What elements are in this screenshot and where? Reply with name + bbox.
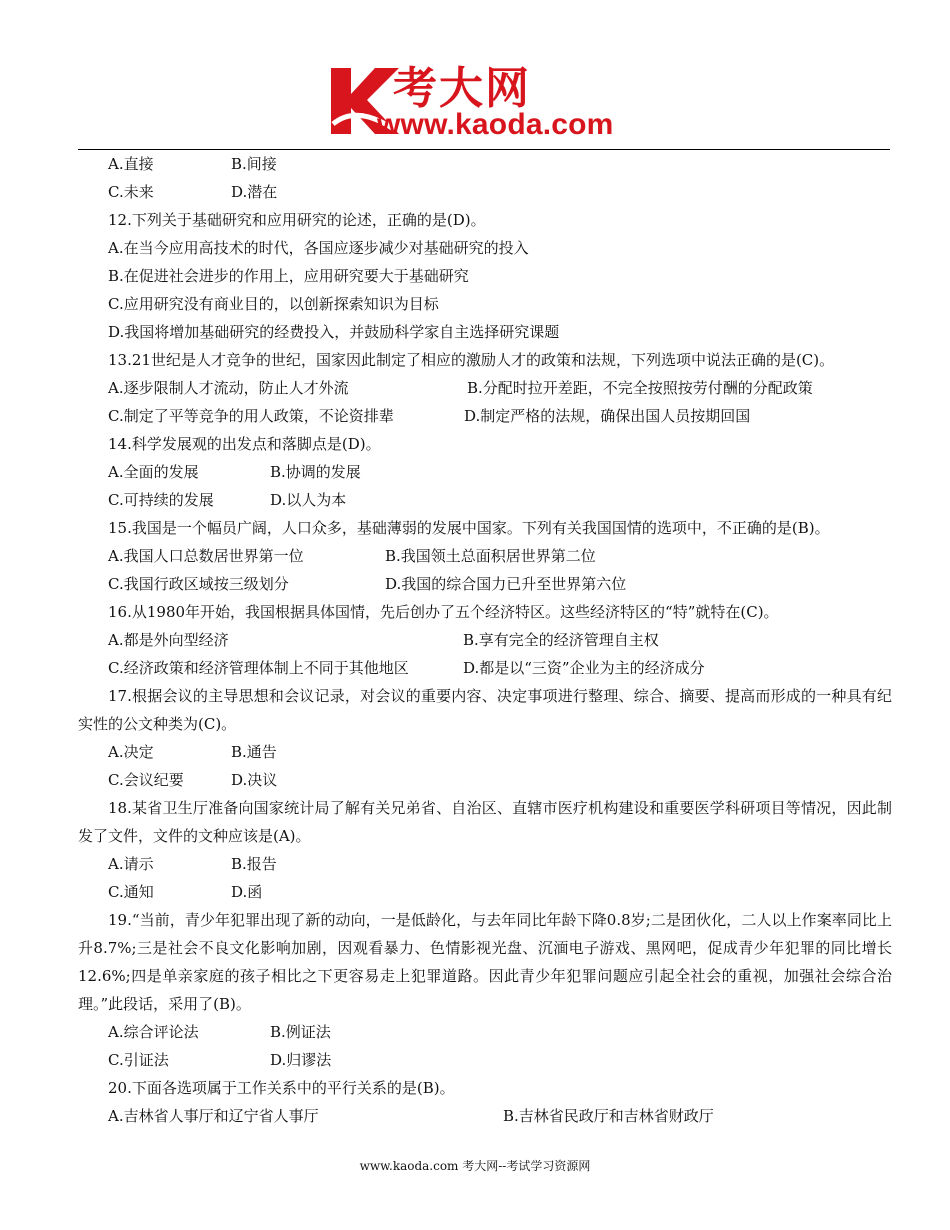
option-c: C.未来 [108,183,154,201]
logo-text-cn: 考大网 [393,63,531,114]
option-row [108,626,892,654]
question-17: 17.根据会议的主导思想和会议记录，对会议的重要内容、决定事项进行整理、综合、摘要、提高而形成的一种具有纪实性的公文种类为(C)。 [78,687,892,733]
question-content [78,150,892,1130]
q12-option-a: A.在当今应用高技术的时代，各国应逐步减少对基础研究的投入 [108,239,529,257]
q13-option-c: C.制定了平等竞争的用人政策，不论资排辈 [108,407,394,425]
option-d: D.潜在 [231,183,278,201]
question-13: 13.21世纪是人才竞争的世纪，国家因此制定了相应的激励人才的政策和法规，下列选项中说法正确的是(C)。 [108,351,835,369]
q20-option-b: B.吉林省民政厅和吉林省财政厅 [503,1107,714,1125]
q12-option-d: D.我国将增加基础研究的经费投入，并鼓励科学家自主选择研究课题 [108,323,560,341]
option-row [108,738,892,766]
option-row [108,766,892,794]
q16-option-d: D.都是以“三资”企业为主的经济成分 [463,659,705,677]
option-row [108,1018,892,1046]
option-row [108,402,892,430]
site-logo[interactable] [327,58,647,143]
q19-option-c: C.引证法 [108,1051,169,1069]
q14-option-d: D.以人为本 [270,491,347,509]
option-row [108,654,892,682]
q12-option-b: B.在促进社会进步的作用上，应用研究要大于基础研究 [108,267,469,285]
option-row [108,178,892,206]
q12-option-c: C.应用研究没有商业目的，以创新探索知识为目标 [108,295,439,313]
q14-option-a: A.全面的发展 [108,463,199,481]
page-footer[interactable]: www.kaoda.com 考大网--考试学习资源网 [359,1159,591,1173]
option-row [108,374,892,402]
q16-option-b: B.享有完全的经济管理自主权 [463,631,659,649]
question-19: 19.“当前，青少年犯罪出现了新的动向，一是低龄化，与去年同比年龄下降0.8岁;二是团伙化，二人以上作案率同比上升8.7%;三是社会不良文化影响加剧，因观看暴力、色情影视光盘、沉湎电子游戏、黑网吧，促成青少年犯罪的同比增长12.6%;四是单亲家庭的孩子相比之下更容易走上犯罪道路。因此青少年犯罪问题应引起全社会的重视，加强社会综合治理。”此段话，采用了(B)。 [78,911,892,1013]
q13-option-a: A.逐步限制人才流动，防止人才外流 [108,379,349,397]
page-header [0,0,950,150]
q17-option-b: B.通告 [231,743,277,761]
q17-option-a: A.决定 [108,743,154,761]
option-row [108,542,892,570]
q20-option-a: A.吉林省人事厅和辽宁省人事厅 [108,1107,319,1125]
question-20: 20.下面各选项属于工作关系中的平行关系的是(B)。 [108,1079,455,1097]
question-15: 15.我国是一个幅员广阔，人口众多，基础薄弱的发展中国家。下列有关我国国情的选项中，不正确的是(B)。 [108,519,830,537]
q19-option-b: B.例证法 [270,1023,331,1041]
option-row [108,1102,892,1130]
option-row [108,878,892,906]
q18-option-a: A.请示 [108,855,154,873]
q16-option-a: A.都是外向型经济 [108,631,229,649]
option-a: A.直接 [108,155,154,173]
option-row [108,850,892,878]
q15-option-d: D.我国的综合国力已升至世界第六位 [385,575,627,593]
option-row [108,1046,892,1074]
option-b: B.间接 [231,155,277,173]
option-row [108,486,892,514]
q13-option-b: B.分配时拉开差距，不完全按照按劳付酬的分配政策 [467,379,813,397]
q16-option-c: C.经济政策和经济管理体制上不同于其他地区 [108,659,409,677]
option-row [108,570,892,598]
q18-option-b: B.报告 [231,855,277,873]
q15-option-c: C.我国行政区域按三级划分 [108,575,289,593]
option-row [108,458,892,486]
q19-option-a: A.综合评论法 [108,1023,199,1041]
q15-option-b: B.我国领土总面积居世界第二位 [385,547,596,565]
q18-option-d: D.函 [231,883,263,901]
option-row [108,150,892,178]
question-12: 12.下列关于基础研究和应用研究的论述，正确的是(D)。 [108,211,486,229]
q13-option-d: D.制定严格的法规，确保出国人员按期回国 [464,407,751,425]
q19-option-d: D.归谬法 [270,1051,332,1069]
q18-option-c: C.通知 [108,883,154,901]
q14-option-b: B.协调的发展 [270,463,361,481]
question-18: 18.某省卫生厅准备向国家统计局了解有关兄弟省、自治区、直辖市医疗机构建设和重要医学科研项目等情况，因此制发了文件，文件的文种应该是(A)。 [78,799,892,845]
q17-option-d: D.决议 [231,771,278,789]
q17-option-c: C.会议纪要 [108,771,184,789]
q15-option-a: A.我国人口总数居世界第一位 [108,547,304,565]
question-14: 14.科学发展观的出发点和落脚点是(D)。 [108,435,381,453]
q14-option-c: C.可持续的发展 [108,491,214,509]
question-16: 16.从1980年开始，我国根据具体国情，先后创办了五个经济特区。这些经济特区的“特”就特在(C)。 [108,603,779,621]
logo-url: www.kaoda.com [377,108,614,141]
